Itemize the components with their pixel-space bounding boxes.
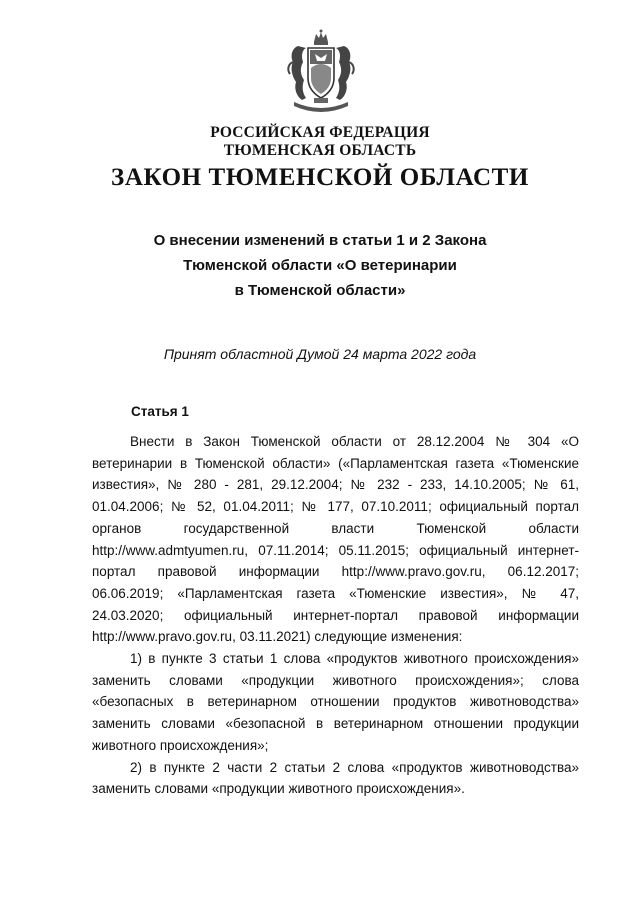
law-title-line: в Тюменской области»: [234, 282, 406, 299]
article-paragraph: 1) в пункте 3 статьи 1 слова «продуктов животного происхождения» заменить словами «продукции животного происхождения»; слова «безопасных в ветеринарном отношении продуктов животноводства» заменить словами «безопасной в ветеринарном отношении продукции животного происхождения»;: [92, 651, 579, 753]
coat-of-arms-icon: [284, 28, 358, 112]
article-body: [92, 431, 579, 800]
law-heading: ЗАКОН ТЮМЕНСКОЙ ОБЛАСТИ: [111, 164, 529, 191]
article-paragraph: 2) в пункте 2 части 2 статьи 2 слова «продуктов животноводства» заменить словами «продукции животного происхождения».: [92, 759, 579, 797]
law-title-line: О внесении изменений в статьи 1 и 2 Закона: [153, 232, 487, 249]
law-title-line: Тюменской области «О ветеринарии: [183, 257, 457, 274]
adoption-note: Принят областной Думой 24 марта 2022 года: [163, 346, 477, 362]
law-title: [0, 228, 640, 303]
region-name: ТЮМЕНСКАЯ ОБЛАСТЬ: [223, 142, 417, 159]
country-name: РОССИЙСКАЯ ФЕДЕРАЦИЯ: [210, 124, 430, 141]
article-heading: Статья 1: [131, 404, 189, 419]
article-paragraph: Внести в Закон Тюменской области от 28.12.2004 № 304 «О ветеринарии в Тюменской области» («Парламентская газета «Тюменские известия», № 280 - 281, 29.12.2004; № 232 - 233, 14.10.2005; № 61, 01.04.2006; № 52, 01.04.2011; № 177, 07.10.2011; официальный портал органов государственной власти Тюменской области http://www.admtyumen.ru, 07.11.2014; 05.11.2015; официальный интернет-портал правовой информации http://www.pravo.gov.ru, 06.12.2017; 06.06.2019; «Парламентская газета «Тюменские известия», № 47, 24.03.2020; официальный интернет-портал правовой информации http://www.pravo.gov.ru, 03.11.2021) следующие изменения:: [92, 434, 579, 645]
